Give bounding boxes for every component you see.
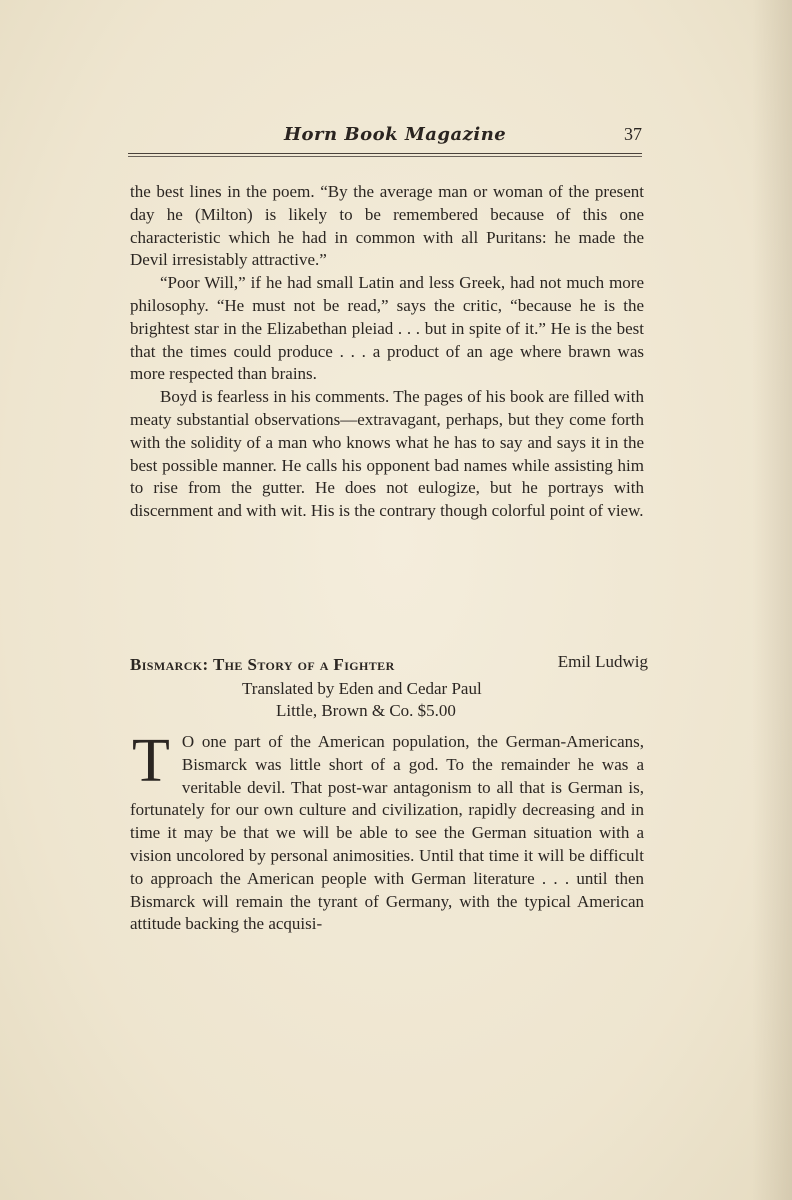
paragraph: Boyd is fearless in his comments. The pages of his book are filled with meaty substantial observations—extravagant, perhaps, but they come forth with the solidity of a man who knows what he has to say and says it in the best possible manner. He calls his opponent bad names while assisting him to rise from the gutter. He does not eulogize, but he portrays with discernment and with wit. His is the contrary though colorful point of view.: [130, 387, 644, 521]
running-title: Horn Book Magazine: [284, 124, 507, 145]
paragraph: the best lines in the poem. “By the average man or woman of the present day he (Milton) is likely to be remembered because of this one characteristic which he had in common with all Puritans: he made the Devil irresistably attractive.”: [130, 182, 644, 270]
header-rule: [128, 153, 642, 154]
page-number: 37: [624, 124, 642, 144]
review-body: [130, 727, 644, 936]
paragraph: “Poor Will,” if he had small Latin and less Greek, had not much more philosophy. “He must not be read,” says the critic, “because he is the brightest star in the Elizabethan pleiad . . . but in spite of it.” He is the best that the times could produce . . . a product of an age where brawn was more respected than brains.: [130, 273, 644, 384]
book-author: Emil Ludwig: [557, 652, 648, 671]
page-edge-shadow: [752, 0, 792, 1200]
paragraph: [130, 727, 644, 936]
review-body-text: O one part of the American population, the German-Americans, Bismarck was little short of a god. To the remainder he was a veritable devil. That post-war antagonism to all that is German is, fortunately for our own culture and civilization, rapidly decreasing and in time it may be that we will be able to see the German situation with a vision uncolored by personal animosities. Until that time it will be difficult to approach the American people with German literature . . . until then Bismarck will remain the tyrant of Germany, with the typical American attitude backing the acquisi-: [130, 732, 644, 934]
review-heading: [130, 652, 648, 725]
review-continuation: [130, 181, 644, 523]
running-header: [128, 122, 642, 152]
translator-line: Translated by Eden and Cedar Paul: [242, 679, 482, 698]
drop-cap: T: [132, 727, 170, 795]
publisher-line: Little, Brown & Co. $5.00: [276, 701, 456, 720]
book-title: Bismarck: The Story of a Fighter: [130, 655, 395, 674]
header-rule-thin: [128, 156, 642, 157]
